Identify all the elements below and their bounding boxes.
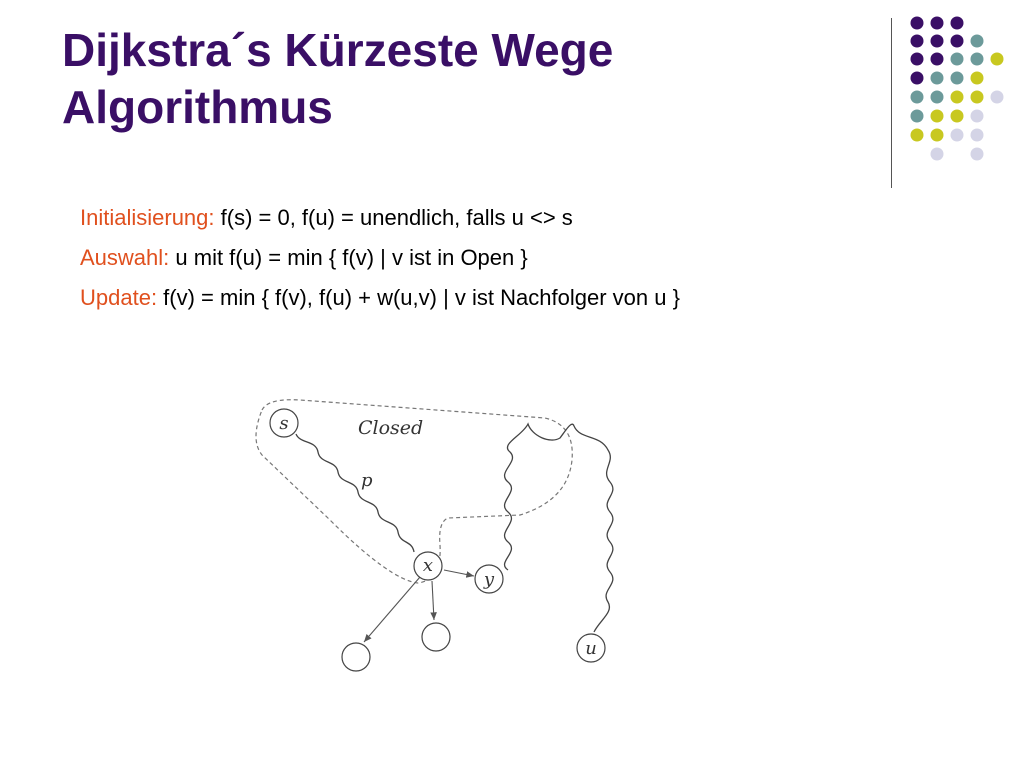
- edge-x-left-child: [364, 577, 420, 642]
- decorative-dot: [971, 35, 984, 48]
- decorative-dot: [931, 148, 944, 161]
- decorative-dot: [951, 129, 964, 142]
- decorative-dot: [931, 17, 944, 30]
- decorative-dot: [971, 148, 984, 161]
- decorative-dot: [911, 35, 924, 48]
- decorative-dot: [911, 53, 924, 66]
- decorative-dot: [931, 110, 944, 123]
- decorative-dot: [911, 72, 924, 85]
- node-y-label: y: [483, 569, 495, 590]
- edge-x-y: [444, 570, 474, 576]
- decorative-dot-grid: [0, 0, 1024, 200]
- node-u-label: u: [585, 638, 597, 659]
- definition-update: [80, 278, 980, 318]
- definition-initialisierung: [80, 198, 980, 238]
- wavy-path-to-u: [574, 426, 613, 632]
- definition-text: u mit f(u) = min { f(v) | v ist in Open }: [169, 245, 528, 270]
- decorative-dot: [991, 91, 1004, 104]
- decorative-dot: [931, 72, 944, 85]
- definition-text: f(s) = 0, f(u) = unendlich, falls u <> s: [214, 205, 573, 230]
- decorative-dot: [951, 110, 964, 123]
- definition-label: Auswahl:: [80, 245, 170, 270]
- decorative-dot: [971, 110, 984, 123]
- decorative-dot: [911, 17, 924, 30]
- decorative-dot: [931, 53, 944, 66]
- node-u: [577, 634, 605, 662]
- decorative-dot: [971, 53, 984, 66]
- wavy-path-p: [296, 434, 414, 552]
- slide-title-line-2: Algorithmus: [62, 81, 333, 133]
- decorative-dot: [971, 72, 984, 85]
- node-y: [475, 565, 503, 593]
- node-child-bottom: [422, 623, 450, 651]
- decorative-dot: [931, 91, 944, 104]
- decorative-dot: [971, 91, 984, 104]
- definition-text: f(v) = min { f(v), f(u) + w(u,v) | v ist Nachfolger von u }: [157, 285, 680, 310]
- decorative-dot: [931, 35, 944, 48]
- node-x: [414, 552, 442, 580]
- definition-auswahl: [80, 238, 980, 278]
- definition-list: [80, 198, 980, 318]
- decorative-dot: [991, 53, 1004, 66]
- decorative-dot: [911, 110, 924, 123]
- decorative-dot: [951, 35, 964, 48]
- decorative-dot: [951, 53, 964, 66]
- path-label: p: [361, 470, 373, 491]
- decorative-dot: [931, 129, 944, 142]
- node-s: [270, 409, 298, 437]
- edge-x-bottom-child: [432, 581, 434, 620]
- slide-title-line-1: Dijkstra´s Kürzeste Wege: [62, 24, 614, 76]
- decorative-dot: [911, 91, 924, 104]
- node-x-label: x: [422, 555, 434, 576]
- closed-label: Closed: [358, 417, 424, 439]
- decorative-dot: [951, 72, 964, 85]
- wavy-boundary-line: [505, 424, 574, 570]
- decorative-dot: [911, 129, 924, 142]
- definition-label: Update:: [80, 285, 158, 310]
- node-s-label: s: [279, 413, 289, 434]
- dijkstra-diagram: [240, 390, 660, 680]
- node-child-left: [342, 643, 370, 671]
- decorative-dot: [971, 129, 984, 142]
- decorative-dot: [951, 17, 964, 30]
- definition-label: Initialisierung:: [80, 205, 215, 230]
- decorative-dot: [951, 91, 964, 104]
